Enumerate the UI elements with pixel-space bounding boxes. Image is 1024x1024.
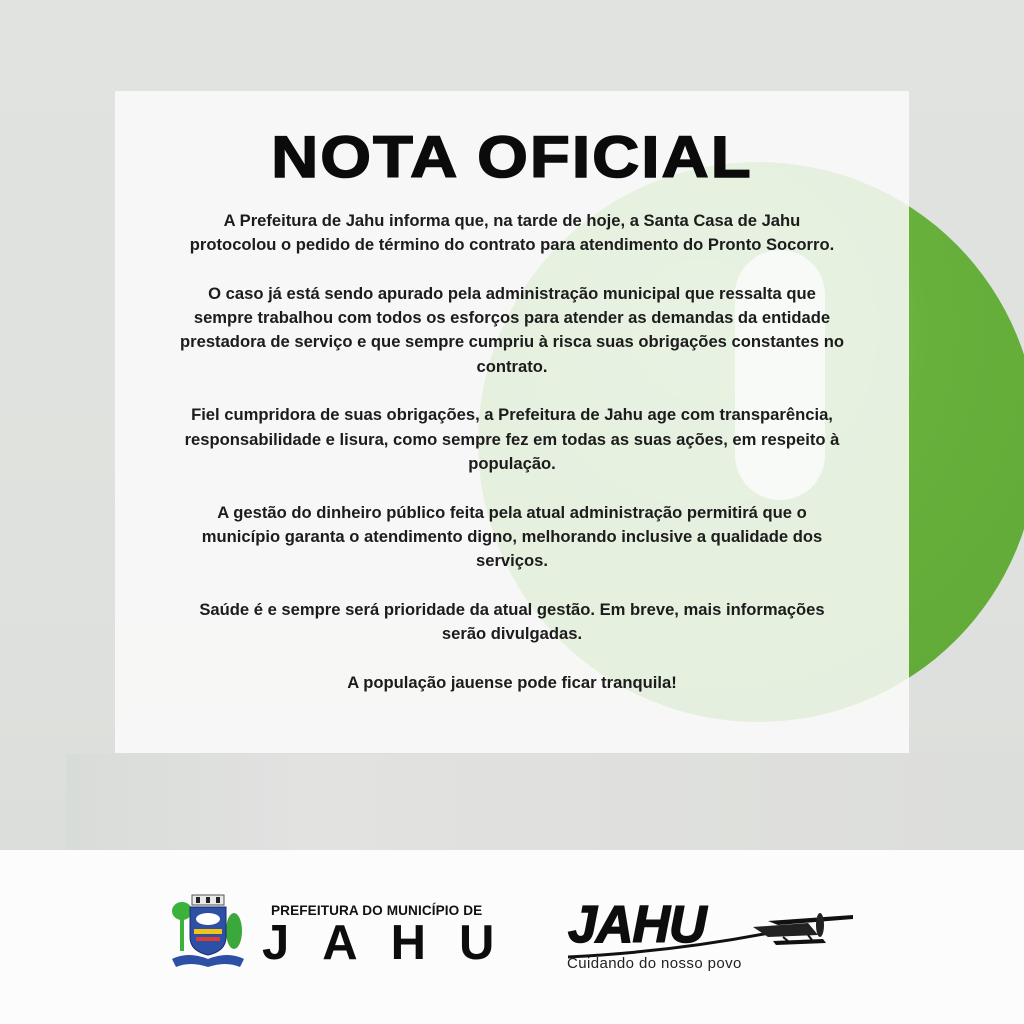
municipality-logo-line1: PREFEITURA DO MUNICÍPIO DE: [271, 903, 483, 918]
notice-paragraph: O caso já está sendo apurado pela administração municipal que ressalta que sempre trabalhou com todos os esforços para atender as demandas da entidade prestadora de serviço e que sempre cumpriu à risca suas obrigações constantes no contrato.: [180, 283, 845, 376]
notice-paragraph: Saúde é e sempre será prioridade da atual gestão. Em breve, mais informações serão divulgadas.: [199, 599, 825, 644]
background-band: [66, 754, 1024, 850]
brand-logo-name: JAHU: [568, 896, 706, 954]
notice-paragraph: A Prefeitura de Jahu informa que, na tarde de hoje, a Santa Casa de Jahu protocolou o pedido de término do contrato para atendimento do Pronto Socorro.: [189, 211, 835, 255]
notice-title: NOTA OFICIAL: [271, 125, 753, 190]
notice-paragraph: Fiel cumpridora de suas obrigações, a Prefeitura de Jahu age com transparência, responsabilidade e lisura, como sempre fez em todas as suas ações, em respeito à população.: [184, 405, 840, 473]
municipality-logo-line2: JAHU: [262, 916, 528, 970]
notice-body: [180, 209, 844, 719]
brand-logo-tagline: Cuidando do nosso povo: [567, 955, 742, 972]
notice-paragraph: A gestão do dinheiro público feita pela atual administração permitirá que o município garanta o atendimento digno, melhorando inclusive a qualidade dos serviços.: [201, 502, 823, 571]
municipal-coat-of-arms-icon: [168, 893, 248, 971]
notice-paragraph: A população jauense pode ficar tranquila!: [347, 672, 677, 692]
